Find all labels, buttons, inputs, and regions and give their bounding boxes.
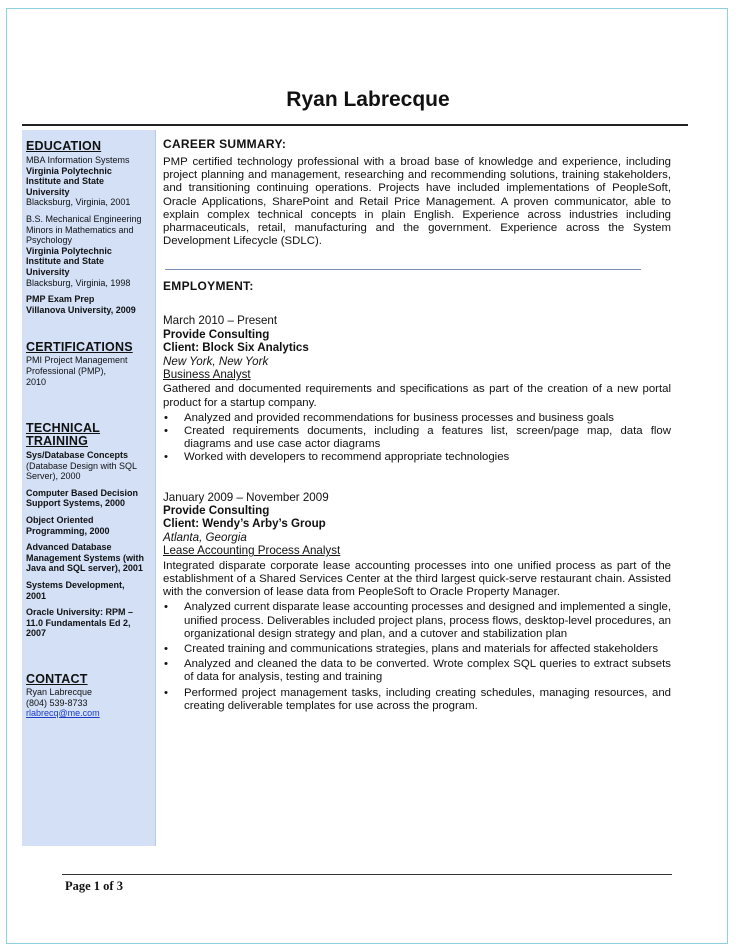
bullet-icon: •: [164, 425, 168, 438]
job-location: Atlanta, Georgia: [163, 530, 247, 544]
contact-email-link[interactable]: rlabrecq@me.com: [26, 708, 100, 719]
job-bullet-text: Worked with developers to recommend appropriate technologies: [184, 451, 510, 464]
sidebar-line: Minors in Mathematics and: [26, 224, 134, 235]
education-heading: EDUCATION: [26, 139, 102, 153]
bullet-icon: •: [164, 658, 168, 671]
bullet-icon: •: [164, 601, 168, 614]
bullet-icon: •: [164, 686, 168, 699]
job-bullet: [163, 643, 671, 656]
sidebar-line: Institute and State: [26, 256, 105, 267]
bullet-icon: •: [164, 451, 168, 464]
sidebar-line: Programming, 2000: [26, 525, 110, 536]
education-list: [26, 155, 152, 315]
job-summary: Gathered and documented requirements and specifications as part of the creation of a new portal product for a startup company.: [163, 383, 671, 409]
job-bullet: [163, 425, 671, 451]
footer-divider: [62, 874, 672, 875]
contact-heading: CONTACT: [26, 672, 88, 686]
career-summary-heading: CAREER SUMMARY:: [163, 137, 287, 151]
sidebar-line: Object Oriented: [26, 515, 94, 526]
sidebar-line: Institute and State: [26, 176, 105, 187]
sidebar-line: Support Systems, 2000: [26, 498, 126, 509]
job-bullet-text: Performed project management tasks, including creating schedules, managing resources, and creating deliverable templates for use across the program.: [184, 686, 671, 712]
sidebar-line: B.S. Mechanical Engineering: [26, 213, 142, 224]
certifications-heading: CERTIFICATIONS: [26, 340, 133, 355]
job-bullet: [163, 451, 671, 464]
sidebar-line: Villanova University, 2009: [26, 304, 136, 315]
certifications-list: [26, 355, 152, 387]
job-bullet-text: Analyzed and provided recommendations for business processes and business goals: [184, 411, 614, 424]
job-bullet-text: Analyzed current disparate lease accounting processes and designed and implemented a single, unified process. Deliverables included project plans, process flows, desktop-level procedures, an organizational design strategy and plan, and a cutover and stabilization plan: [184, 601, 671, 640]
sidebar-line: PMI Project Management: [26, 355, 128, 366]
job-client: Client: Block Six Analytics: [163, 341, 309, 355]
sidebar-line: 11.0 Fundamentals Ed 2,: [26, 617, 131, 628]
job-company: Provide Consulting: [163, 504, 270, 518]
job-bullet: [163, 658, 671, 684]
main-content: [163, 137, 671, 713]
sidebar-line: 2001: [26, 590, 47, 601]
job-entry: [163, 314, 671, 464]
sidebar-line: Blacksburg, Virginia, 1998: [26, 277, 131, 288]
job-bullet: [163, 687, 671, 713]
contact-name: Ryan Labrecque: [26, 687, 93, 697]
sidebar-line: Psychology: [26, 235, 73, 246]
sidebar-line: Systems Development,: [26, 580, 125, 591]
sidebar-line: 2007: [26, 628, 47, 639]
job-dates: January 2009 – November 2009: [163, 490, 329, 504]
job-bullets: [163, 412, 671, 465]
career-summary-text: PMP certified technology professional with a broad base of knowledge and experience, including project planning and management, researching and recommending solutions, training stakeholders, and transitioning continuing operations. Projects have included implementations of PeopleSoft, Oracle Applications, SharePoint and Retail Price Management. A proven communicator, able to explain complex technical concepts in plain English. Experience across industries including pharmaceuticals, retail, manufacturing and the government. Experience across the System Development Lifecycle (SDLC).: [163, 156, 671, 248]
sidebar: [22, 130, 156, 846]
sidebar-line: University: [26, 186, 70, 197]
job-bullet-text: Analyzed and cleaned the data to be converted. Wrote complex SQL queries to extract subsets of data for analysis, testing and training: [184, 658, 671, 684]
job-entry: [163, 491, 671, 713]
sidebar-line: 2010: [26, 376, 47, 387]
sidebar-line: Oracle University: RPM –: [26, 607, 134, 618]
sidebar-line: Java and SQL server), 2001: [26, 563, 143, 574]
job-client: Client: Wendy’s Arby’s Group: [163, 517, 326, 531]
page-number: Page 1 of 3: [65, 879, 123, 893]
sidebar-line: MBA Information Systems: [26, 155, 130, 165]
contact-phone: (804) 539-8733: [26, 697, 88, 708]
technical-heading-line1: TECHNICAL: [26, 421, 101, 436]
section-divider: [165, 269, 641, 270]
sidebar-line: Virginia Polytechnic: [26, 165, 112, 176]
job-bullet-text: Created training and communications strategies, plans and materials for affected stakeholders: [184, 642, 659, 655]
job-bullet-text: Created requirements documents, including a features list, screen/page map, data flow diagrams and use case actor diagrams: [184, 425, 671, 451]
sidebar-line: Server), 2000: [26, 471, 81, 482]
technical-list: [26, 450, 152, 639]
sidebar-line: Virginia Polytechnic: [26, 245, 112, 256]
job-bullet: [163, 601, 671, 641]
sidebar-line: Management Systems (with: [26, 552, 145, 563]
header-divider: [22, 124, 688, 126]
bullet-icon: •: [164, 642, 168, 655]
job-bullet: [163, 412, 671, 425]
resume-name: Ryan Labrecque: [286, 88, 450, 111]
job-dates: March 2010 – Present: [163, 314, 278, 328]
job-company: Provide Consulting: [163, 327, 270, 341]
employment-heading: EMPLOYMENT:: [163, 279, 254, 294]
sidebar-line: University: [26, 266, 70, 277]
sidebar-line: Advanced Database: [26, 542, 112, 553]
sidebar-line: PMP Exam Prep: [26, 294, 95, 305]
job-title: Lease Accounting Process Analyst: [163, 544, 341, 558]
technical-heading-line2: TRAINING: [26, 434, 89, 449]
bullet-icon: •: [164, 411, 168, 424]
sidebar-line: Computer Based Decision: [26, 487, 139, 498]
sidebar-line: Sys/Database Concepts: [26, 450, 129, 461]
job-summary: Integrated disparate corporate lease accounting processes into one unified process as part of the establishment of a Shared Services Center at the third largest quick-serve restaurant chain. Assisted with the conversion of lease data from PeopleSoft to Oracle Property Manager.: [163, 559, 671, 599]
job-bullets: [163, 601, 671, 713]
sidebar-line: Professional (PMP),: [26, 365, 107, 376]
sidebar-line: Blacksburg, Virginia, 2001: [26, 197, 131, 208]
sidebar-line: (Database Design with SQL: [26, 460, 138, 471]
job-title: Business Analyst: [163, 368, 251, 382]
job-location: New York, New York: [163, 354, 269, 368]
